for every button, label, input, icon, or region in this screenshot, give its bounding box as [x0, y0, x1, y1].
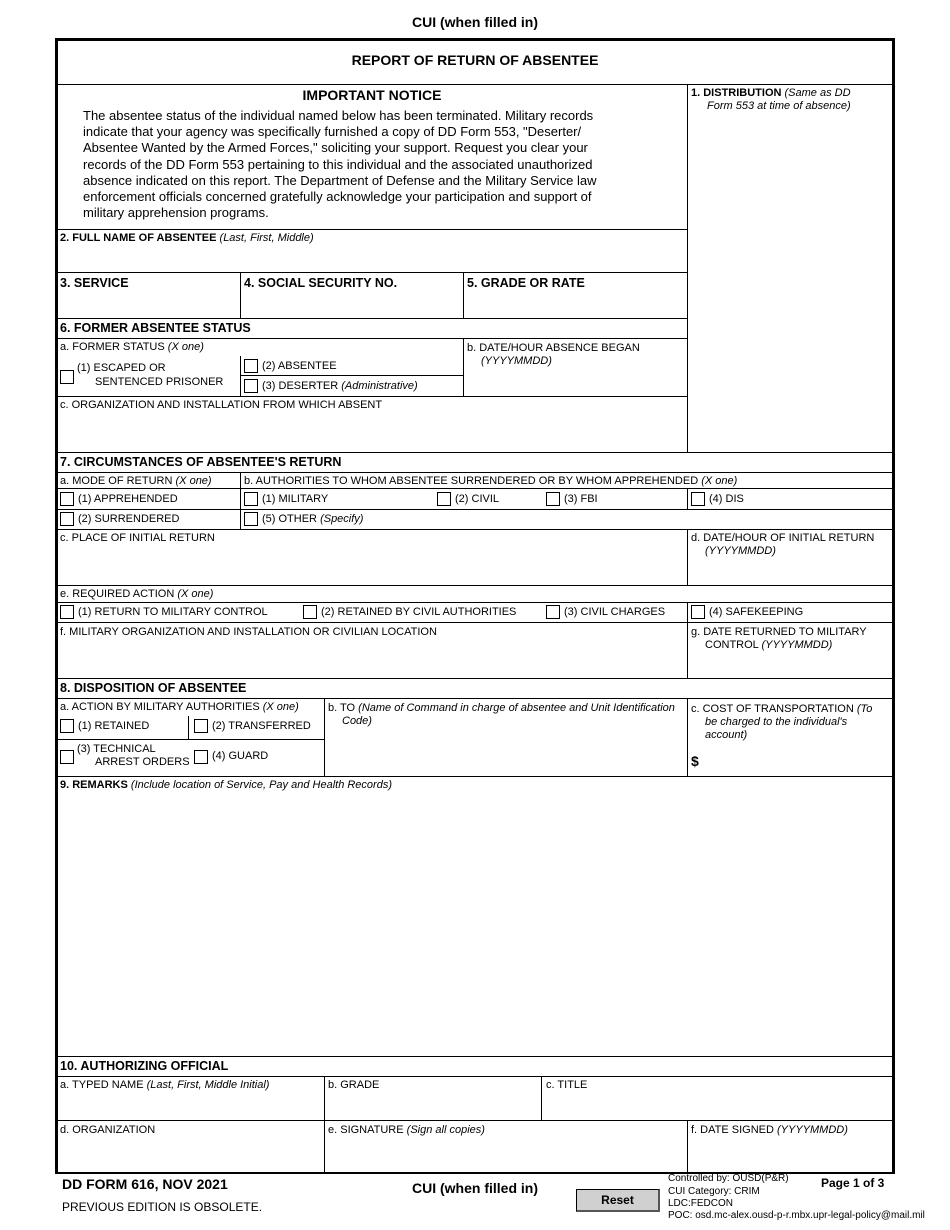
rule — [240, 272, 241, 318]
section-heading: 2. FULL NAME OF ABSENTEE — [60, 232, 217, 244]
escaped-label: (1) ESCAPED OR — [77, 362, 166, 374]
military-checkbox[interactable] — [244, 492, 258, 506]
notice-line: enforcement officials concerned gratefully acknowledge your participation and support of — [83, 189, 592, 205]
technical-arrest-label: (3) TECHNICAL — [77, 743, 156, 755]
field-note: (To — [856, 703, 873, 715]
technical-arrest-label-2: ARREST ORDERS — [95, 756, 190, 768]
field-label: a. MODE OF RETURN — [60, 475, 173, 487]
field-note: (Name of Command in charge of absentee and Unit Identification — [358, 702, 675, 714]
cui-footer: CUI (when filled in) — [412, 1180, 538, 1196]
rule — [57, 739, 324, 740]
field-label: e. SIGNATURE — [328, 1124, 404, 1136]
section-heading: 1. DISTRIBUTION — [691, 87, 782, 99]
controlled-by: Controlled by: OUSD(P&R) — [668, 1173, 789, 1184]
transport-cost-label — [691, 703, 872, 716]
field-note: account) — [705, 729, 748, 741]
former-status-label — [60, 341, 204, 354]
rule — [57, 678, 893, 679]
civil-checkbox[interactable] — [437, 492, 451, 506]
guard-label: (4) GUARD — [212, 750, 269, 762]
typed-name-label — [60, 1079, 269, 1092]
full-name-input[interactable] — [60, 246, 684, 270]
remarks-input[interactable] — [60, 795, 890, 1054]
former-status-heading: 6. FORMER ABSENTEE STATUS — [60, 321, 251, 335]
absence-began-input[interactable] — [466, 370, 685, 394]
field-note: (Sign all copies) — [406, 1124, 485, 1136]
rule — [240, 472, 241, 529]
field-note: (YYYYMMDD) — [481, 355, 552, 367]
rule — [57, 472, 893, 473]
field-note: (Same as DD — [784, 87, 851, 99]
organization-input[interactable] — [60, 1139, 322, 1171]
required-action-label — [60, 588, 213, 601]
distribution-note — [707, 100, 851, 113]
field-note: (Last, First, Middle Initial) — [146, 1079, 270, 1091]
section-heading: 9. REMARKS — [60, 779, 128, 791]
other-authority-label — [262, 513, 363, 526]
field-note: Code) — [342, 715, 372, 727]
reset-button[interactable]: Reset — [576, 1189, 660, 1212]
field-label: CONTROL — [705, 639, 759, 651]
field-note: (YYYYMMDD) — [761, 639, 833, 651]
notice-line: The absentee status of the individual named below has been terminated. Military records — [83, 108, 594, 123]
rule — [324, 1076, 325, 1173]
rule — [57, 509, 893, 510]
deserter-checkbox[interactable] — [244, 379, 258, 393]
rule — [57, 776, 893, 777]
absence-began-note — [481, 355, 552, 368]
field-label: e. REQUIRED ACTION — [60, 588, 175, 600]
form-title: REPORT OF RETURN OF ABSENTEE — [351, 52, 599, 68]
civil-charges-label: (3) CIVIL CHARGES — [564, 606, 666, 618]
date-returned-input[interactable] — [690, 654, 890, 676]
field-label: (3) DESERTER — [262, 380, 339, 392]
civil-charges-checkbox[interactable] — [546, 605, 560, 619]
date-returned-label: g. DATE RETURNED TO MILITARY — [691, 626, 867, 638]
signature-field[interactable] — [327, 1139, 685, 1171]
grade-rate-label: 5. GRADE OR RATE — [467, 276, 585, 290]
dis-checkbox[interactable] — [691, 492, 705, 506]
rule — [57, 272, 687, 273]
dollar-sign: $ — [691, 753, 699, 769]
initial-return-date-input[interactable] — [690, 560, 890, 583]
other-authority-input[interactable] — [370, 511, 890, 528]
to-command-note — [342, 715, 372, 728]
service-input[interactable] — [60, 293, 238, 316]
rule — [57, 622, 893, 623]
org-absent-label: c. ORGANIZATION AND INSTALLATION FROM WHICH ABSENT — [60, 399, 383, 411]
notice-line: military apprehension programs. — [83, 205, 269, 221]
initial-return-date-note — [705, 545, 776, 558]
return-military-control-label: (1) RETURN TO MILITARY CONTROL — [78, 606, 268, 618]
form-number: DD FORM 616, NOV 2021 — [62, 1176, 228, 1192]
military-org-label: f. MILITARY ORGANIZATION AND INSTALLATION OR CIVILIAN LOCATION — [60, 626, 437, 638]
field-note: Form 553 at time of absence) — [707, 100, 851, 112]
rule — [57, 1076, 893, 1077]
mode-of-return-label — [60, 475, 212, 488]
cui-category: CUI Category: CRIM — [668, 1186, 760, 1197]
rule — [687, 1120, 688, 1173]
field-note: (X one) — [167, 341, 204, 353]
rule — [57, 84, 893, 85]
notice-line: indicate that your agency was specifically furnished a copy of DD Form 553, "Deserter/ — [83, 124, 582, 140]
absence-began-label: b. DATE/HOUR ABSENCE BEGAN — [467, 342, 640, 354]
field-label: a. TYPED NAME — [60, 1079, 144, 1091]
field-label: a. ACTION BY MILITARY AUTHORITIES — [60, 701, 260, 713]
rule — [57, 452, 893, 453]
ssn-label: 4. SOCIAL SECURITY NO. — [244, 276, 398, 290]
rule — [687, 488, 688, 509]
rule — [240, 375, 463, 376]
retained-civil-checkbox[interactable] — [303, 605, 317, 619]
safekeeping-label: (4) SAFEKEEPING — [709, 606, 804, 618]
notice-line: Absentee Wanted by the Armed Forces," soliciting your support. Request you clear your — [83, 140, 588, 156]
dis-label: (4) DIS — [709, 493, 744, 505]
transferred-label: (2) TRANSFERRED — [212, 720, 311, 732]
civil-label: (2) CIVIL — [455, 493, 500, 505]
military-org-input[interactable] — [60, 641, 684, 676]
absentee-checkbox[interactable] — [244, 359, 258, 373]
rule — [463, 338, 464, 396]
fbi-checkbox[interactable] — [546, 492, 560, 506]
retained-civil-label: (2) RETAINED BY CIVIL AUTHORITIES — [321, 606, 517, 618]
initial-return-date-label: d. DATE/HOUR OF INITIAL RETURN — [691, 532, 875, 544]
field-note: (YYYYMMDD) — [705, 545, 776, 557]
escaped-checkbox[interactable] — [60, 370, 74, 384]
date-returned-label-2 — [705, 639, 832, 652]
rule — [57, 229, 687, 230]
authorizing-official-heading: 10. AUTHORIZING OFFICIAL — [60, 1059, 229, 1073]
service-label: 3. SERVICE — [60, 276, 129, 290]
rule — [57, 488, 893, 489]
field-note: (Include location of Service, Pay and Health Records) — [130, 779, 392, 791]
rule — [541, 1076, 542, 1120]
safekeeping-checkbox[interactable] — [691, 605, 705, 619]
rule — [687, 698, 688, 776]
guard-checkbox[interactable] — [194, 750, 208, 764]
notice-body — [83, 108, 597, 221]
ssn-input[interactable] — [243, 293, 461, 316]
escaped-label-2: SENTENCED PRISONER — [95, 376, 224, 388]
field-note: (YYYYMMDD) — [776, 1124, 848, 1136]
obsolete-notice: PREVIOUS EDITION IS OBSOLETE. — [62, 1200, 263, 1214]
rule — [57, 585, 893, 586]
rule — [324, 698, 325, 776]
page-number: Page 1 of 3 — [821, 1176, 885, 1190]
rule — [57, 338, 687, 339]
rule — [57, 1056, 893, 1057]
remarks-label — [60, 779, 392, 792]
field-note: (X one) — [177, 588, 214, 600]
grade-rate-input[interactable] — [466, 293, 685, 316]
poc: POC: osd.mc-alex.ousd-p-r.mbx.upr-legal-policy@mail.mil — [668, 1210, 925, 1221]
date-signed-label — [691, 1124, 848, 1137]
notice-line: absence indicated on this report. The Department of Defense and the Military Service law — [83, 172, 597, 188]
distribution-field[interactable] — [689, 116, 891, 450]
rule — [463, 272, 464, 318]
rule — [240, 356, 241, 396]
full-name-label — [60, 232, 314, 245]
ldc: LDC:FEDCON — [668, 1198, 734, 1209]
return-military-control-checkbox[interactable] — [60, 605, 74, 619]
org-absent-input[interactable] — [60, 414, 684, 450]
retained-checkbox[interactable] — [60, 719, 74, 733]
title-input[interactable] — [544, 1094, 890, 1118]
rule — [57, 396, 687, 397]
to-command-input[interactable] — [327, 730, 685, 774]
distribution-label — [691, 87, 851, 100]
fbi-label: (3) FBI — [564, 493, 598, 505]
surrendered-label: (2) SURRENDERED — [78, 513, 180, 525]
technical-arrest-checkbox[interactable] — [60, 750, 74, 764]
field-note: (Administrative) — [341, 380, 418, 392]
rule — [687, 84, 688, 452]
rule — [687, 529, 688, 585]
to-command-label — [328, 702, 675, 715]
grade-input[interactable] — [327, 1094, 539, 1118]
field-note: (X one) — [175, 475, 212, 487]
rule — [188, 716, 189, 739]
field-note: (X one) — [262, 701, 299, 713]
signature-label — [328, 1124, 485, 1137]
field-label: b. AUTHORITIES TO WHOM ABSENTEE SURRENDERED OR BY WHOM APPREHENDED — [244, 475, 699, 487]
military-action-label — [60, 701, 299, 714]
rule — [687, 602, 688, 678]
rule — [57, 1120, 893, 1121]
rule — [57, 529, 893, 530]
field-label: c. COST OF TRANSPORTATION — [691, 703, 854, 715]
transport-cost-note — [705, 716, 847, 729]
place-initial-return-label: c. PLACE OF INITIAL RETURN — [60, 532, 215, 544]
apprehended-checkbox[interactable] — [60, 492, 74, 506]
field-label: (5) OTHER — [262, 513, 317, 525]
notice-title: IMPORTANT NOTICE — [302, 87, 442, 103]
disposition-heading: 8. DISPOSITION OF ABSENTEE — [60, 681, 247, 695]
surrendered-checkbox[interactable] — [60, 512, 74, 526]
field-note: be charged to the individual's — [705, 716, 848, 728]
field-note: (Specify) — [320, 513, 364, 525]
field-label: b. TO — [328, 702, 356, 714]
circumstances-heading: 7. CIRCUMSTANCES OF ABSENTEE'S RETURN — [60, 455, 342, 469]
other-authority-checkbox[interactable] — [244, 512, 258, 526]
field-note: (X one) — [701, 475, 738, 487]
retained-label: (1) RETAINED — [78, 720, 150, 732]
transport-cost-note-2 — [705, 729, 747, 742]
organization-label: d. ORGANIZATION — [60, 1124, 156, 1136]
typed-name-input[interactable] — [60, 1094, 322, 1118]
deserter-label — [262, 380, 418, 393]
cui-header: CUI (when filled in) — [412, 14, 538, 30]
transferred-checkbox[interactable] — [194, 719, 208, 733]
title-label: c. TITLE — [546, 1079, 588, 1091]
military-label: (1) MILITARY — [262, 493, 329, 505]
authorities-label — [244, 475, 737, 488]
rule — [57, 698, 893, 699]
grade-label: b. GRADE — [328, 1079, 380, 1091]
place-initial-return-input[interactable] — [60, 547, 684, 583]
notice-line: records of the DD Form 553 pertaining to this individual and the associated unauthorized — [83, 156, 593, 172]
field-label: a. FORMER STATUS — [60, 341, 165, 353]
rule — [57, 602, 893, 603]
apprehended-label: (1) APPREHENDED — [78, 493, 178, 505]
field-label: f. DATE SIGNED — [691, 1124, 774, 1136]
transport-cost-input[interactable] — [704, 752, 890, 772]
rule — [57, 318, 687, 319]
date-signed-input[interactable] — [690, 1139, 890, 1171]
absentee-label: (2) ABSENTEE — [262, 360, 337, 372]
field-note: (Last, First, Middle) — [219, 232, 314, 244]
